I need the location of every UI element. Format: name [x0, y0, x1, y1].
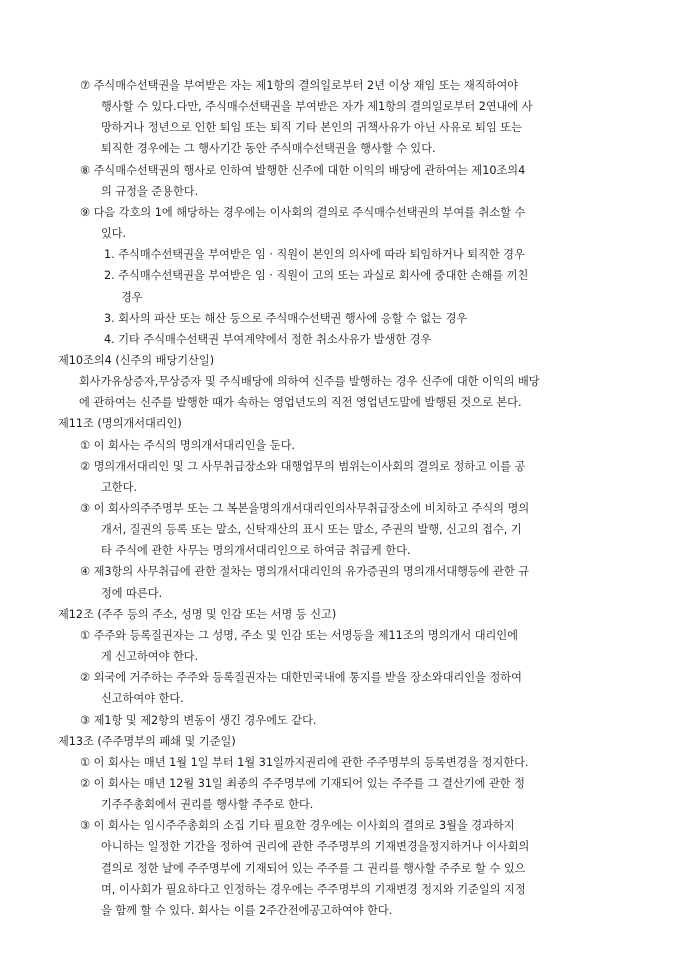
article-heading: 제12조 (주주 등의 주소, 성명 및 인감 또는 서명 등 신고) [58, 607, 337, 621]
text-line: 신고하여야 한다. [101, 692, 184, 706]
text-line: ③ 이 회사의주주명부 또는 그 복본을명의개서대리인의사무취급장소에 비치하고 주식의 명의 [80, 502, 530, 515]
text-line: 을 함께 할 수 있다. 회사는 이를 2주간전에공고하여야 한다. [101, 903, 393, 917]
text-line: 며, 이사회가 필요하다고 인정하는 경우에는 주주명부의 기재변경 정지와 기준일의 지정 [101, 882, 526, 896]
text-line: 퇴직한 경우에는 그 행사기간 동안 주식매수선택권을 행사할 수 있다. [101, 142, 436, 156]
text-line: ③ 제1항 및 제2항의 변동이 생긴 경우에도 같다. [80, 713, 317, 727]
article-heading: 제10조의4 (신주의 배당기산일) [58, 353, 215, 367]
text-line: 1. 주식매수선택권을 부여받은 임 · 직원이 본인의 의사에 따라 퇴임하거나 퇴직한 경우 [104, 248, 525, 262]
text-line: 3. 회사의 파산 또는 해산 등으로 주식매수선택권 행사에 응할 수 없는 경우 [104, 311, 468, 325]
text-line: 아니하는 일정한 기간을 정하여 권리에 관한 주주명부의 기재변경을정지하거나 이사회의 [101, 840, 530, 854]
text-line: 회사가유상증자,무상증자 및 주식배당에 의하여 신주를 발행하는 경우 신주에 대한 이익의 배당 [79, 375, 540, 389]
text-line: ① 이 회사는 매년 1월 1일 부터 1월 31일까지권리에 관한 주주명부의 등록변경을 정지한다. [80, 755, 529, 769]
text-line: ⑧ 주식매수선택권의 행사로 인하여 발행한 신주에 대한 이익의 배당에 관하여는 제10조의4 [80, 163, 526, 177]
text-line: 의 규정을 준용한다. [101, 184, 199, 198]
text-line: ② 명의개서대리인 및 그 사무취급장소와 대행업무의 범위는이사회의 결의로 정하고 이를 공 [80, 459, 526, 473]
text-line: ④ 제3항의 사무취급에 관한 절차는 명의개서대리인의 유가증권의 명의개서대행등에 관한 규 [80, 565, 530, 579]
text-line: 결의로 정한 날에 주주명부에 기재되어 있는 주주를 그 권리를 행사할 주주로 할 수 있으 [101, 861, 526, 875]
text-line: 4. 기타 주식매수선택권 부여계약에서 정한 취소사유가 발생한 경우 [104, 332, 432, 346]
text-line: ① 이 회사는 주식의 명의개서대리인을 둔다. [80, 438, 296, 452]
text-line: 망하거나 정년으로 인한 퇴임 또는 퇴직 기타 본인의 귀책사유가 아닌 사유로 퇴임 또는 [101, 121, 522, 135]
text-line: 게 신고하여야 한다. [101, 650, 199, 664]
text-line: 기주주총회에서 권리를 행사할 주주로 한다. [101, 798, 314, 812]
text-line: ③ 이 회사는 임시주주총회의 소집 기타 필요한 경우에는 이사회의 결의로 3월을 경과하지 [80, 819, 515, 833]
text-line: ⑦ 주식매수선택권을 부여받은 자는 제1항의 결의일로부터 2년 이상 재임 또는 재직하여야 [80, 79, 519, 92]
text-line: ① 주주와 등록질권자는 그 성명, 주소 및 인감 또는 서명등을 제11조의 명의개서 대리인에 [80, 628, 518, 642]
article-heading: 제13조 (주주명부의 폐쇄 및 기준일) [58, 734, 236, 748]
text-line: 개서, 질권의 등록 또는 말소, 신탁재산의 표시 또는 말소, 주권의 발행, 신고의 접수, 기 [101, 523, 522, 537]
text-line: 행사할 수 있다.다만, 주식매수선택권을 부여받은 자가 제1항의 결의일로부터 2연내에 사 [101, 100, 533, 114]
text-line: 에 관하여는 신주를 발행한 때가 속하는 영업년도의 직전 영업년도말에 발행된 것으로 본다. [79, 396, 522, 410]
text-line: 있다. [101, 227, 127, 241]
text-line: 고한다. [101, 480, 137, 494]
article-heading: 제11조 (명의개서대리인) [58, 417, 182, 431]
text-line: ⑨ 다음 각호의 1에 해당하는 경우에는 이사회의 결의로 주식매수선택권의 부여를 취소할 수 [80, 205, 526, 219]
text-line: ② 이 회사는 매년 12월 31일 최종의 주주명부에 기재되어 있는 주주를 그 결산기에 관한 정 [80, 776, 525, 790]
text-line: 정에 따른다. [101, 586, 163, 600]
text-line: 2. 주식매수선택권을 부여받은 임 · 직원이 고의 또는 과실로 회사에 중대한 손해를 끼친 [104, 269, 529, 283]
text-line: 경우 [121, 290, 143, 304]
text-line: ② 외국에 거주하는 주주와 등록질권자는 대한민국내에 통지를 받을 장소와대리인을 정하여 [80, 671, 522, 685]
text-line: 타 주식에 관한 사무는 명의개서대리인으로 하여금 취급케 한다. [101, 544, 411, 558]
